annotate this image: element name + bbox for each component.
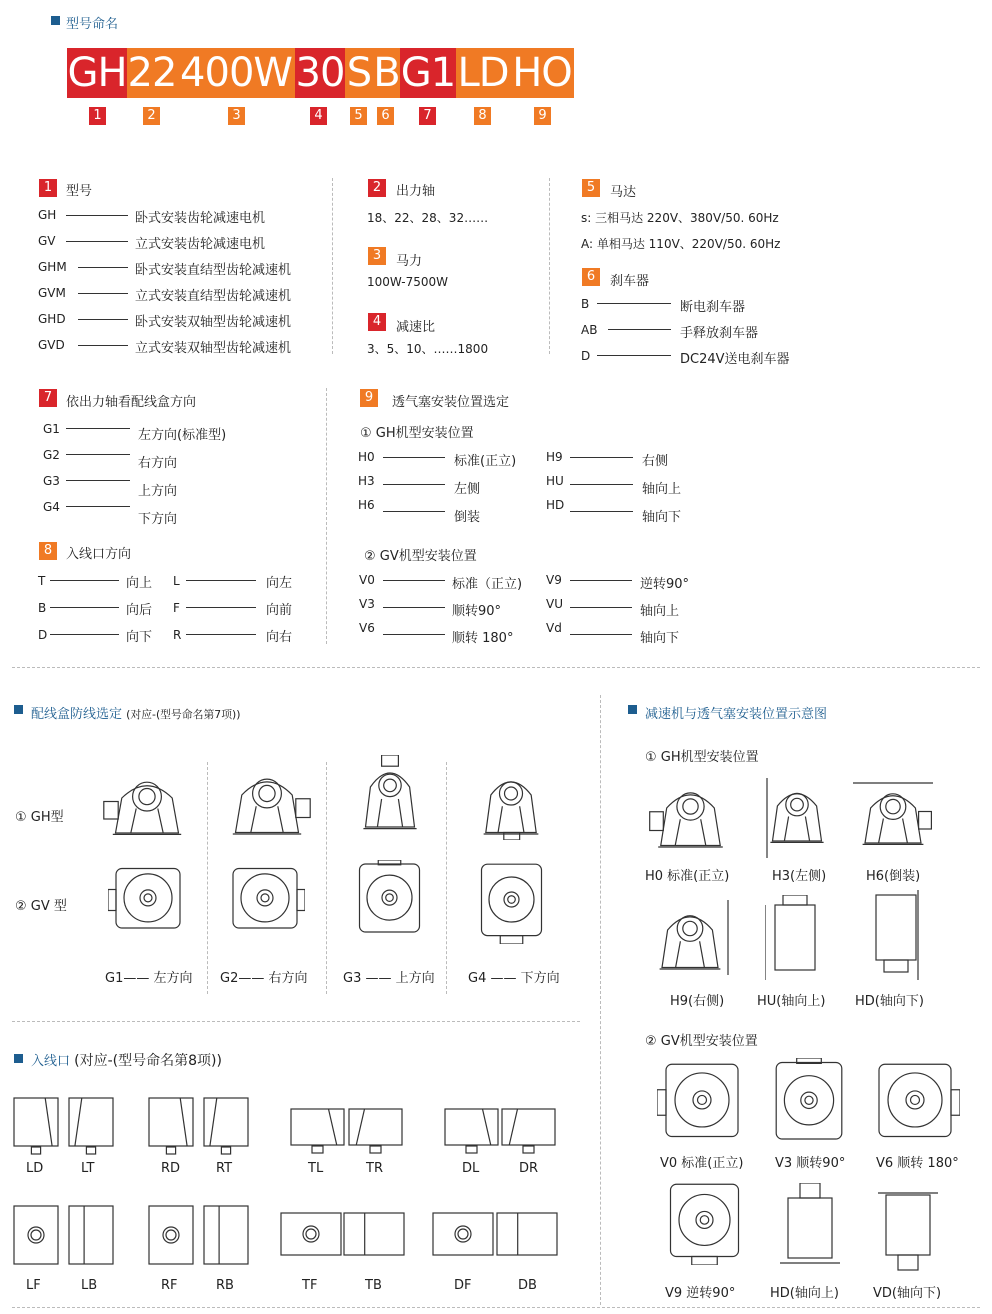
- model-num-7: 7: [419, 107, 436, 125]
- s8-leader: [50, 634, 119, 635]
- s4-badge: 4: [368, 313, 386, 331]
- s9-gh-code2: H9: [546, 450, 563, 464]
- model-seg-3: 400W: [177, 48, 295, 98]
- model-seg-4: 30: [295, 50, 345, 96]
- inlet-label: DF: [454, 1278, 472, 1293]
- s9-gv-code2: Vd: [546, 621, 562, 635]
- wiring-row2-label: ② GV 型: [15, 899, 67, 914]
- inlet-rb-icon: [203, 1205, 249, 1265]
- s1-leader: [78, 319, 128, 320]
- s9-leader: [383, 607, 445, 608]
- breather-gh-caption: H6(倒装): [866, 869, 921, 884]
- inlet-db-icon: [496, 1212, 558, 1256]
- s8-code2: L: [173, 574, 180, 588]
- gh-motor-g3-icon: [355, 755, 425, 835]
- model-num-4: 4: [310, 107, 327, 125]
- s9-leader: [383, 511, 445, 512]
- s2-text: 18、22、28、32……: [367, 211, 489, 225]
- divider: [446, 762, 447, 994]
- gv-motor-g4-icon: [474, 860, 549, 944]
- divider: [549, 178, 550, 354]
- s5-row-1: s: 三相马达 220V、380V/50. 60Hz: [581, 211, 779, 225]
- breather-hd-icon: [866, 890, 921, 980]
- inlet-dl-icon: [444, 1108, 499, 1154]
- s9-gh-desc2: 轴向下: [642, 510, 682, 525]
- model-num-3: 3: [228, 107, 245, 125]
- model-seg-5: S: [346, 50, 372, 96]
- s3-title: 马力: [396, 254, 423, 269]
- breather-gh-caption: HU(轴向上): [757, 994, 826, 1009]
- s1-code: GVD: [38, 338, 65, 352]
- breather-hd-up-icon: [780, 1183, 840, 1268]
- inlet-label: RB: [216, 1278, 234, 1293]
- s4-text: 3、5、10、……1800: [367, 342, 489, 356]
- breather-h0-icon: [648, 778, 733, 853]
- s9-gh-desc: 倒装: [454, 510, 481, 525]
- inlet-label: RD: [161, 1161, 181, 1176]
- s8-desc2: 向前: [266, 603, 293, 618]
- s8-code: D: [38, 628, 48, 642]
- s9-leader: [570, 607, 632, 608]
- breather-gh-caption: H9(右侧): [670, 994, 725, 1009]
- s9-gv-code2: VU: [546, 597, 563, 611]
- inlet-dr-icon: [501, 1108, 556, 1154]
- inlet-rd-icon: [148, 1097, 194, 1155]
- breather-gv-caption: V0 标准(正立): [660, 1156, 744, 1171]
- s9-gv-title: ② GV机型安装位置: [364, 549, 477, 564]
- s1-code: GHM: [38, 260, 67, 274]
- s9-gv-code2: V9: [546, 573, 562, 587]
- inlet-label: LD: [26, 1161, 44, 1176]
- section-divider: [12, 1021, 580, 1022]
- s7-desc: 下方向: [138, 512, 178, 527]
- s6-leader: [597, 303, 671, 304]
- inlet-label: LF: [26, 1278, 41, 1293]
- page-title: 型号命名: [66, 17, 119, 32]
- s1-code: GHD: [38, 312, 66, 326]
- wiring-title: [31, 703, 240, 722]
- s7-desc: 左方向(标准型): [138, 428, 227, 443]
- s1-leader: [78, 293, 128, 294]
- breather-h9-icon: [650, 900, 730, 975]
- inlet-ld-icon: [13, 1097, 59, 1155]
- s7-leader: [66, 506, 130, 507]
- s6-code: D: [581, 349, 591, 363]
- gv-motor-g2-icon: [225, 865, 305, 935]
- s9-gv-desc2: 轴向下: [640, 631, 680, 646]
- s2-title: 出力轴: [396, 184, 436, 199]
- s9-leader: [570, 484, 633, 485]
- s2-badge: 2: [368, 179, 386, 197]
- inlet-tf-icon: [280, 1212, 342, 1256]
- inlet-label: TL: [308, 1161, 324, 1176]
- s9-leader: [383, 634, 445, 635]
- s6-leader: [608, 329, 671, 330]
- s9-leader: [383, 457, 445, 458]
- s9-gv-code: V6: [359, 621, 375, 635]
- divider: [332, 178, 333, 354]
- s5-title: 马达: [610, 185, 637, 200]
- s8-code2: R: [173, 628, 182, 642]
- s1-badge: 1: [39, 179, 57, 197]
- inlet-note: (对应-(型号命名第8项)): [74, 1053, 222, 1069]
- s4-title: 减速比: [396, 320, 436, 335]
- s6-desc: DC24V送电刹车器: [680, 352, 790, 367]
- divider: [600, 695, 601, 1305]
- s8-code2: F: [173, 601, 180, 615]
- inlet-label: TF: [302, 1278, 318, 1293]
- gh-motor-g2-icon: [222, 765, 312, 840]
- breather-v6-icon: [870, 1060, 960, 1145]
- s8-desc2: 向右: [266, 630, 293, 645]
- inlet-label: DB: [518, 1278, 537, 1293]
- s1-leader: [78, 267, 128, 268]
- inlet-label: LT: [81, 1161, 95, 1176]
- inlet-df-icon: [432, 1212, 494, 1256]
- s1-title: 型号: [66, 184, 93, 199]
- s1-code: GV: [38, 234, 56, 248]
- s8-leader: [186, 634, 256, 635]
- wiring-cap-g1: G1—— 左方向: [105, 971, 193, 986]
- inlet-tr-icon: [348, 1108, 403, 1154]
- s8-desc: 向上: [126, 576, 153, 591]
- model-num-5: 5: [350, 107, 367, 125]
- s1-desc: 卧式安装双轴型齿轮减速机: [135, 315, 292, 330]
- s9-gv-desc: 标准（正立): [452, 577, 523, 592]
- s9-leader: [383, 580, 445, 581]
- inlet-rt-icon: [203, 1097, 249, 1155]
- inlet-lf-icon: [13, 1205, 59, 1265]
- s1-code: GVM: [38, 286, 66, 300]
- inlet-lb-icon: [68, 1205, 114, 1265]
- s9-gh-code2: HD: [546, 498, 565, 512]
- section-divider: [12, 1307, 980, 1308]
- wiring-note: (对应-(型号命名第7项)): [126, 708, 241, 721]
- inlet-title-text: 入线口: [31, 1054, 71, 1069]
- breather-gv-caption: V3 顺转90°: [775, 1156, 846, 1171]
- breather-gh-caption: H0 标准(正立): [645, 869, 730, 884]
- s9-leader: [570, 580, 632, 581]
- gv-motor-g1-icon: [108, 865, 188, 935]
- inlet-title: [31, 1050, 222, 1070]
- gv-motor-g3-icon: [352, 860, 427, 940]
- breather-gh-caption: HD(轴向下): [855, 994, 924, 1009]
- wiring-row1-label: ① GH型: [15, 810, 64, 825]
- s7-leader: [66, 480, 130, 481]
- s1-desc: 卧式安装直结型齿轮减速机: [135, 263, 292, 278]
- s1-code: GH: [38, 208, 57, 222]
- s9-leader: [570, 511, 633, 512]
- inlet-rf-icon: [148, 1205, 194, 1265]
- s1-leader: [66, 215, 128, 216]
- breather-v0-icon: [657, 1060, 747, 1145]
- s7-title: 依出力轴看配线盒方向: [66, 395, 197, 410]
- s1-desc: 立式安装齿轮减速电机: [135, 237, 266, 252]
- s1-desc: 立式安装双轴型齿轮减速机: [135, 341, 292, 356]
- s8-desc: 向下: [126, 630, 153, 645]
- model-seg-7: G1: [400, 50, 456, 96]
- s7-desc: 右方向: [138, 456, 178, 471]
- breather-bullet: [628, 705, 637, 714]
- s9-gh-desc: 左侧: [454, 482, 481, 497]
- s9-leader: [570, 634, 632, 635]
- breather-gv-caption: HD(轴向上): [770, 1286, 839, 1301]
- divider: [326, 762, 327, 994]
- s9-leader: [383, 484, 445, 485]
- s6-title: 刹车器: [610, 274, 650, 289]
- wiring-title-text: 配线盒防线选定: [31, 707, 123, 722]
- s8-desc2: 向左: [266, 576, 293, 591]
- s8-badge: 8: [39, 542, 57, 560]
- s1-desc: 卧式安装齿轮减速电机: [135, 211, 266, 226]
- s1-leader: [78, 345, 128, 346]
- breather-v3-icon: [768, 1058, 850, 1148]
- s6-leader: [597, 355, 671, 356]
- s8-title: 入线口方向: [66, 547, 132, 562]
- gh-motor-g4-icon: [475, 765, 547, 840]
- inlet-label: DL: [462, 1161, 480, 1176]
- model-seg-8: LD: [457, 50, 509, 96]
- s7-leader: [66, 454, 130, 455]
- s8-leader: [186, 607, 256, 608]
- s9-gh-code: H0: [358, 450, 375, 464]
- s6-badge: 6: [582, 268, 600, 286]
- breather-vd-icon: [878, 1190, 938, 1275]
- s6-code: B: [581, 297, 590, 311]
- breather-gh-caption: H3(左侧): [772, 869, 827, 884]
- s8-leader: [50, 607, 119, 608]
- model-seg-1: GH: [67, 50, 127, 96]
- s8-desc: 向后: [126, 603, 153, 618]
- inlet-label: RF: [161, 1278, 178, 1293]
- s9-gv-desc2: 逆转90°: [640, 577, 690, 592]
- s9-gh-code: H6: [358, 498, 375, 512]
- inlet-label: TB: [365, 1278, 382, 1293]
- s5-badge: 5: [582, 179, 600, 197]
- s9-title: 透气塞安装位置选定: [392, 395, 510, 410]
- s7-code: G1: [43, 422, 60, 436]
- model-num-1: 1: [89, 107, 106, 125]
- inlet-label: RT: [216, 1161, 233, 1176]
- s9-gh-desc2: 右侧: [642, 454, 669, 469]
- section-divider: [12, 667, 980, 668]
- inlet-bullet: [14, 1054, 23, 1063]
- model-seg-2: 22: [127, 50, 177, 96]
- gh-motor-g1-icon: [102, 770, 192, 840]
- s1-desc: 立式安装直结型齿轮减速机: [135, 289, 292, 304]
- s9-gv-desc2: 轴向上: [640, 604, 680, 619]
- s1-leader: [66, 241, 128, 242]
- s9-gh-desc2: 轴向上: [642, 482, 682, 497]
- s6-code: AB: [581, 323, 598, 337]
- s7-code: G3: [43, 474, 60, 488]
- title-bullet: [51, 16, 60, 25]
- inlet-tb-icon: [343, 1212, 405, 1256]
- s9-gh-desc: 标准(正立): [454, 454, 517, 469]
- breather-title: 减速机与透气塞安装位置示意图: [645, 707, 828, 722]
- s6-desc: 手释放刹车器: [680, 326, 759, 341]
- s7-badge: 7: [39, 389, 57, 407]
- s7-code: G2: [43, 448, 60, 462]
- wiring-cap-g3: G3 —— 上方向: [343, 971, 435, 986]
- inlet-label: DR: [519, 1161, 539, 1176]
- model-num-9: 9: [534, 107, 551, 125]
- divider: [326, 388, 327, 644]
- breather-h6-icon: [853, 780, 933, 860]
- s6-desc: 断电刹车器: [680, 300, 746, 315]
- model-num-6: 6: [377, 107, 394, 125]
- s8-code: B: [38, 601, 47, 615]
- breather-gv-caption: VD(轴向下): [873, 1286, 942, 1301]
- s9-gv-code: V0: [359, 573, 375, 587]
- breather-v9-icon: [662, 1180, 747, 1265]
- s5-row-2: A: 单相马达 110V、220V/50. 60Hz: [581, 237, 781, 251]
- s9-gv-desc: 顺转90°: [452, 604, 502, 619]
- s8-leader: [186, 580, 256, 581]
- s9-gh-code2: HU: [546, 474, 564, 488]
- s9-leader: [570, 457, 633, 458]
- breather-gv-caption: V9 逆转90°: [665, 1286, 736, 1301]
- wiring-bullet: [14, 705, 23, 714]
- s7-desc: 上方向: [138, 484, 178, 499]
- inlet-lt-icon: [68, 1097, 114, 1155]
- wiring-cap-g2: G2—— 右方向: [220, 971, 308, 986]
- breather-gv-caption: V6 顺转 180°: [876, 1156, 959, 1171]
- s9-badge: 9: [360, 389, 378, 407]
- breather-hu-icon: [765, 895, 825, 980]
- model-seg-6: B: [373, 50, 400, 96]
- wiring-cap-g4: G4 —— 下方向: [468, 971, 560, 986]
- s8-leader: [50, 580, 119, 581]
- inlet-tl-icon: [290, 1108, 345, 1154]
- divider: [207, 762, 208, 994]
- s9-gv-code: V3: [359, 597, 375, 611]
- model-num-8: 8: [474, 107, 491, 125]
- s7-leader: [66, 428, 130, 429]
- breather-h3-icon: [762, 778, 837, 858]
- s9-gv-desc: 顺转 180°: [452, 631, 514, 646]
- s9-gh-title: ① GH机型安装位置: [360, 426, 474, 441]
- inlet-label: TR: [366, 1161, 383, 1176]
- breather-gv-title: ② GV机型安装位置: [645, 1034, 758, 1049]
- s7-code: G4: [43, 500, 60, 514]
- s9-gh-code: H3: [358, 474, 375, 488]
- inlet-label: LB: [81, 1278, 98, 1293]
- s3-text: 100W-7500W: [367, 275, 449, 289]
- s3-badge: 3: [368, 247, 386, 265]
- model-seg-9: HO: [510, 48, 574, 98]
- model-num-2: 2: [143, 107, 160, 125]
- s8-code: T: [38, 574, 46, 588]
- breather-gh-title: ① GH机型安装位置: [645, 750, 759, 765]
